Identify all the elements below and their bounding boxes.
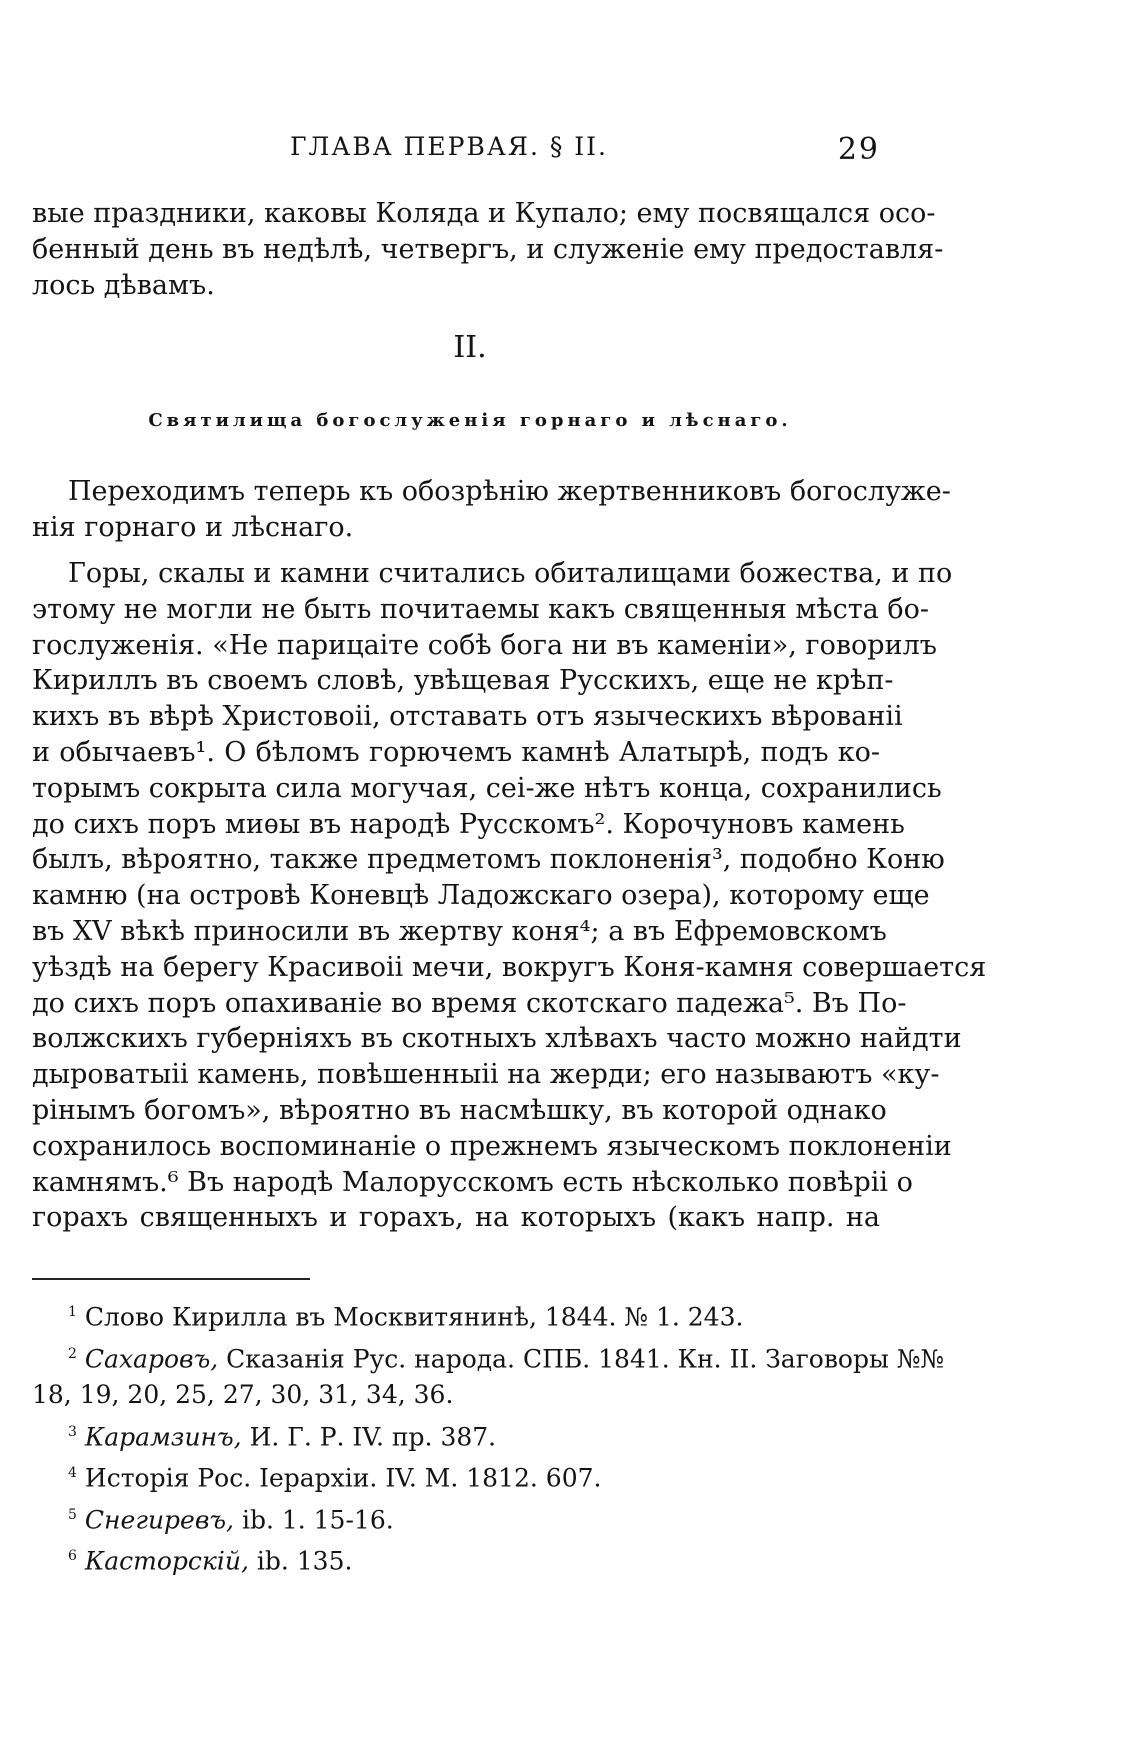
text-line: волжскихъ губерніяхъ въ скотныхъ хлѣвахъ часто можно найдти xyxy=(32,1023,962,1055)
footnote-text: ib. 135. xyxy=(248,1546,353,1576)
text-line: и обычаевъ¹. О бѣломъ горючемъ камнѣ Алатырѣ, подъ ко- xyxy=(32,736,880,768)
text-line: этому не могли не быть почитаемы какъ священныя мѣста бо- xyxy=(32,593,929,625)
footnote-mark: 2 xyxy=(68,1345,77,1362)
footnotes xyxy=(32,1294,945,1580)
footnote-text: 18, 19, 20, 25, 27, 30, 31, 34, 36. xyxy=(32,1380,454,1410)
text-line: Кириллъ въ своемъ словѣ, увѣщевая Русскихъ, еще не крѣп- xyxy=(32,665,894,697)
section-number: II. xyxy=(453,330,487,365)
text-line: бенный день въ недѣлѣ, четвергъ, и служеніе ему предоставля- xyxy=(32,233,944,265)
footnote xyxy=(32,1538,880,1580)
text-line: горахъ священныхъ и горахъ, на которыхъ (какъ напр. на xyxy=(32,1202,880,1234)
intro-paragraph xyxy=(32,196,944,303)
footnote-text: ib. 1. 15-16. xyxy=(234,1505,394,1535)
chapter-heading: ГЛАВА ПЕРВАЯ. § II. xyxy=(290,132,609,161)
footnote xyxy=(32,1336,945,1378)
footnote-divider xyxy=(32,1278,310,1280)
footnote-continuation xyxy=(32,1377,880,1413)
text-line: нія горнаго и лѣснаго. xyxy=(32,511,354,543)
footnote-mark: 3 xyxy=(68,1423,77,1440)
text-line: Горы, скалы и камни считались обиталищами божества, и по xyxy=(68,558,953,589)
footnote-author: Касторскій, xyxy=(84,1546,249,1576)
text-line: гослуженія. «Не парицаіте собѣ бога ни въ каменіи», говорилъ xyxy=(32,629,937,661)
text-line: вые праздники, каковы Коляда и Купало; ему посвящался осо- xyxy=(32,198,936,229)
text-line: сохранилось воспоминаніе о прежнемъ языческомъ поклоненіи xyxy=(32,1130,952,1162)
footnote xyxy=(32,1497,880,1539)
footnote-mark: 1 xyxy=(68,1304,77,1320)
footnote-author: Сахаровъ, xyxy=(84,1343,219,1373)
text-line: былъ, вѣроятно, также предметомъ поклоненія³, подобно Коню xyxy=(32,844,945,876)
footnote-author: Снегиревъ, xyxy=(84,1505,235,1535)
text-line: лось дѣвамъ. xyxy=(32,269,215,301)
text-line: уѣздѣ на берегу Красивоіі мечи, вокругъ Коня-камня совершается xyxy=(32,951,987,983)
footnote-text: И. Г. Р. IV. пр. 387. xyxy=(241,1421,497,1451)
text-line: камнямъ.⁶ Въ народѣ Малорусскомъ есть нѣсколько повѣріі о xyxy=(32,1166,913,1198)
footnote-text: Сказанія Рус. народа. СПБ. 1841. Кн. II. Заговоры №№ xyxy=(218,1343,945,1373)
section-title: Святилища богослуженія горнаго и лѣснаго. xyxy=(148,410,792,431)
footnote-text: Исторія Рос. Іерархіи. IV. М. 1812. 607. xyxy=(84,1463,602,1493)
text-line: до сихъ поръ миѳы въ народѣ Русскомъ². Корочуновъ камень xyxy=(32,808,905,840)
footnote xyxy=(32,1455,880,1497)
text-line: кихъ въ вѣрѣ Христовоіі, отставать отъ языческихъ вѣрованіі xyxy=(32,701,903,733)
text-line: дыроватыіі камень, повѣшенныіі на жерди; его называютъ «ку- xyxy=(32,1059,940,1091)
page-number: 29 xyxy=(837,132,880,167)
footnote-mark: 4 xyxy=(68,1465,77,1482)
text-line: камню (на островѣ Коневцѣ Ладожскаго озера), которому еще xyxy=(32,880,930,912)
footnote-text: Слово Кирилла въ Москвитянинѣ, 1844. № 1. 243. xyxy=(84,1302,744,1332)
text-line: рінымъ богомъ», вѣроятно въ насмѣшку, въ которой однако xyxy=(32,1094,887,1126)
text-line: Переходимъ теперь къ обозрѣнію жертвенниковъ богослуже- xyxy=(68,476,951,507)
paragraph-2 xyxy=(32,556,987,1236)
footnote-mark: 5 xyxy=(68,1506,77,1523)
footnote xyxy=(32,1294,880,1336)
footnote-mark: 6 xyxy=(68,1548,77,1565)
footnote-author: Карамзинъ, xyxy=(84,1421,242,1451)
footnote xyxy=(32,1414,880,1456)
text-line: до сихъ поръ опахиваніе во время скотскаго падежа⁵. Въ По- xyxy=(32,987,907,1019)
text-line: торымъ сокрыта сила могучая, сеі-же нѣтъ конца, сохранились xyxy=(32,772,942,804)
paragraph-1 xyxy=(32,474,951,546)
text-line: въ XV вѣкѣ приносили въ жертву коня⁴; а въ Ефремовскомъ xyxy=(32,915,887,947)
